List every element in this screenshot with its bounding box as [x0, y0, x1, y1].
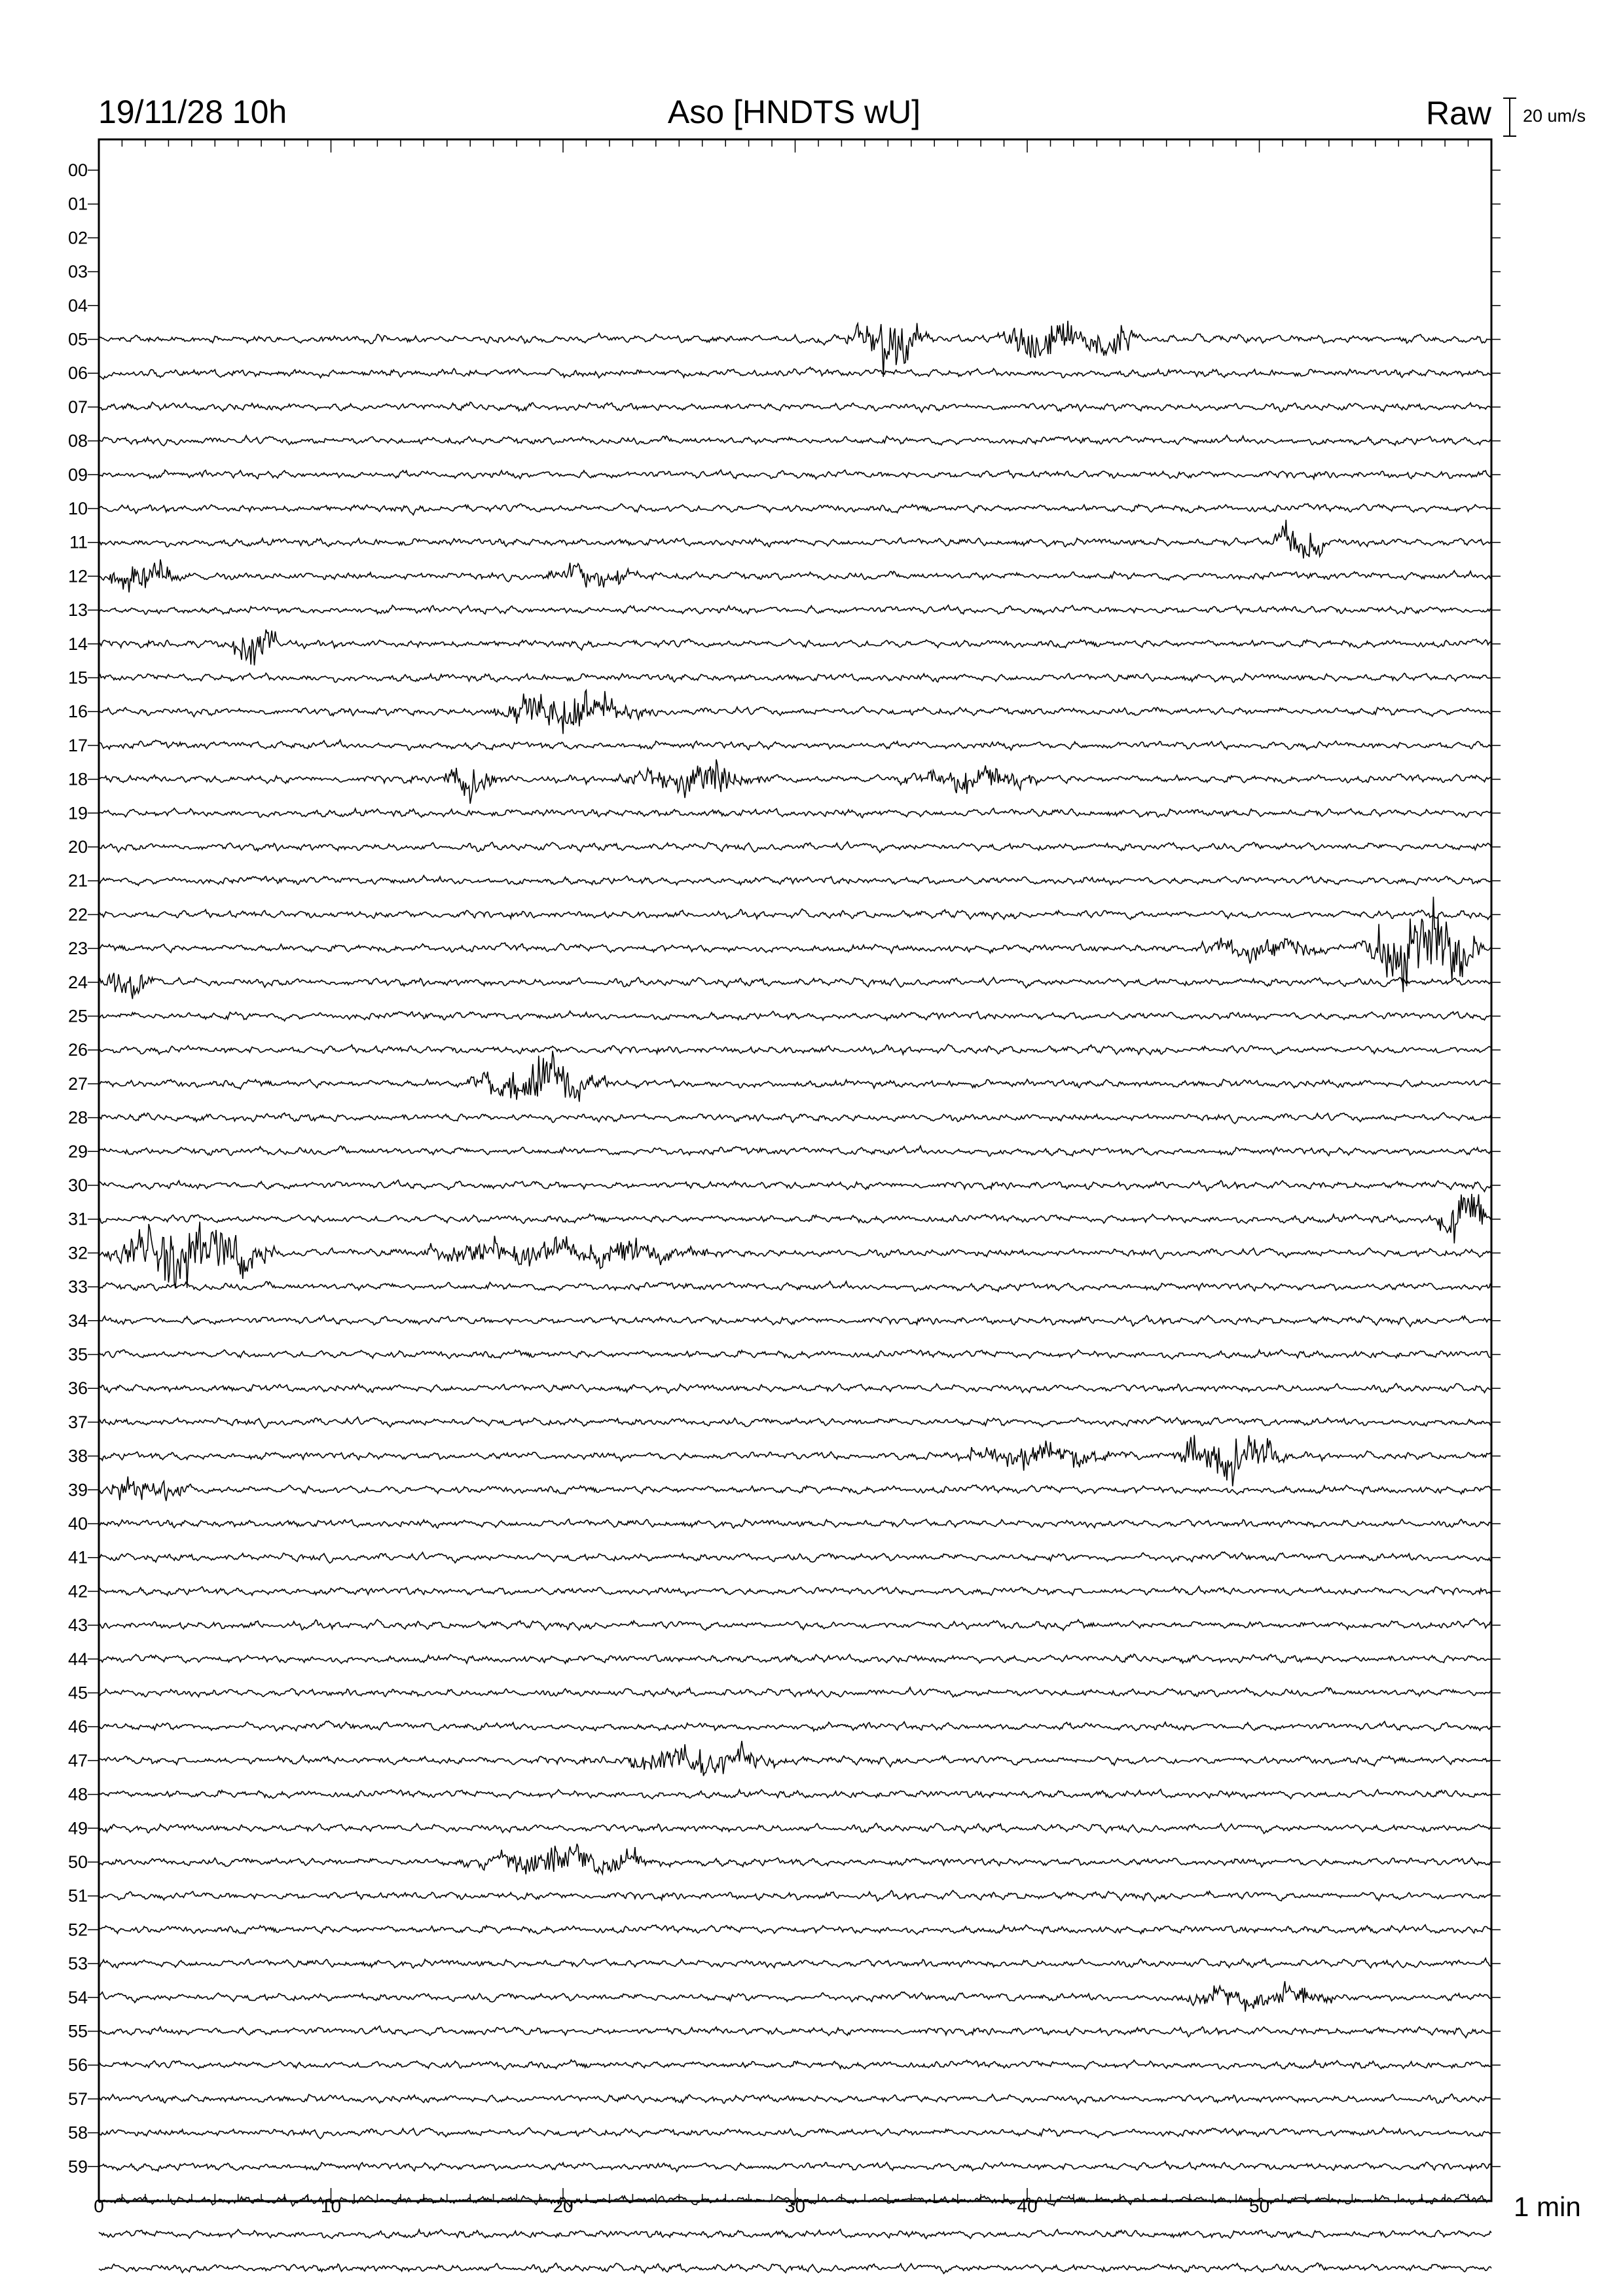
trace-row-48 — [99, 1789, 1491, 1799]
trace-row-43 — [99, 1619, 1491, 1630]
trace-row-49 — [99, 1823, 1491, 1834]
row-label: 26 — [67, 1040, 88, 1060]
row-label: 06 — [67, 363, 88, 384]
trace-row-25 — [99, 1011, 1491, 1021]
row-label: 11 — [69, 532, 88, 552]
trace-row-29 — [99, 1146, 1491, 1157]
row-label: 28 — [67, 1107, 88, 1128]
trace-row-56 — [99, 2060, 1491, 2070]
row-label: 50 — [67, 1852, 88, 1872]
trace-row-34 — [99, 1316, 1491, 1327]
trace-row-32 — [99, 1222, 1491, 1289]
trace-row-47 — [99, 1741, 1491, 1776]
trace-row-23 — [99, 897, 1491, 992]
row-label: 09 — [67, 465, 88, 485]
trace-row-19 — [99, 808, 1491, 818]
trace-row-58 — [99, 2128, 1491, 2139]
trace-row-44 — [99, 1654, 1491, 1663]
x-tick-label: 50 — [1249, 2196, 1270, 2216]
row-label: 57 — [67, 2089, 88, 2109]
trace-row-16 — [99, 691, 1491, 734]
trace-row-15 — [99, 673, 1491, 682]
row-label: 43 — [67, 1615, 88, 1636]
row-label: 54 — [67, 1987, 88, 2007]
row-label: 35 — [67, 1344, 88, 1365]
row-label: 24 — [67, 972, 88, 992]
trace-row-21 — [99, 876, 1491, 886]
row-label: 39 — [67, 1480, 88, 1500]
row-label: 12 — [67, 566, 88, 586]
row-labels — [68, 160, 1501, 2176]
row-label: 51 — [67, 1886, 88, 1906]
row-label: 49 — [67, 1818, 88, 1839]
row-label: 46 — [67, 1717, 88, 1737]
trace-row-52 — [99, 1925, 1491, 1935]
trace-row-40 — [99, 1519, 1491, 1528]
minor-ticks — [122, 139, 1468, 2201]
row-label: 31 — [67, 1209, 88, 1229]
trace-row-42 — [99, 1587, 1491, 1596]
x-tick-labels — [94, 2196, 1269, 2216]
row-label: 37 — [67, 1412, 88, 1432]
trace-row-26 — [99, 1045, 1491, 1055]
row-label: 41 — [67, 1547, 88, 1568]
trace-row-39 — [99, 1477, 1491, 1501]
trace-row-57 — [99, 2094, 1491, 2104]
plot-frame — [99, 139, 1491, 2201]
row-label: 32 — [67, 1243, 88, 1263]
trace-row-55 — [99, 2026, 1491, 2038]
trace-row-14 — [99, 630, 1491, 666]
row-label: 22 — [67, 905, 88, 925]
trace-row-20 — [99, 842, 1491, 852]
trace-row-36 — [99, 1384, 1491, 1393]
row-label: 36 — [67, 1378, 88, 1399]
row-label: 30 — [67, 1175, 88, 1195]
row-label: 04 — [67, 295, 88, 315]
row-label: 19 — [67, 803, 88, 823]
row-label: 16 — [67, 702, 88, 722]
trace-row-31 — [99, 1194, 1491, 1244]
trace-row-54 — [99, 1981, 1491, 2012]
trace-row-12 — [99, 560, 1491, 593]
row-label: 29 — [67, 1141, 88, 1162]
trace-row-38 — [99, 1435, 1491, 1486]
row-label: 34 — [67, 1310, 88, 1331]
trace-row-13 — [99, 605, 1491, 615]
trace-row-28 — [99, 1113, 1491, 1124]
row-label: 48 — [67, 1784, 88, 1804]
trace-row-6 — [99, 367, 1491, 379]
row-label: 45 — [67, 1683, 88, 1703]
x-tick-label: 20 — [553, 2196, 574, 2216]
row-label: 53 — [67, 1954, 88, 1974]
row-label: 38 — [67, 1446, 88, 1466]
row-label: 17 — [67, 735, 88, 755]
row-label: 44 — [67, 1649, 88, 1669]
trace-row-17 — [99, 740, 1491, 751]
mode-label: Raw — [1425, 95, 1491, 132]
row-label: 02 — [67, 228, 88, 248]
row-label: 55 — [67, 2021, 88, 2041]
row-label: 42 — [67, 1581, 88, 1602]
trace-row-51 — [99, 1890, 1491, 1901]
trace-row-46 — [99, 1721, 1491, 1731]
trace-row-18 — [99, 759, 1491, 804]
trace-row-11 — [99, 520, 1491, 558]
row-label: 59 — [67, 2157, 88, 2177]
trace-row-62 — [99, 2263, 1491, 2273]
row-label: 20 — [67, 837, 88, 857]
row-label: 40 — [67, 1514, 88, 1534]
trace-row-37 — [99, 1417, 1491, 1428]
row-label: 33 — [67, 1277, 88, 1297]
scale-label: 20 um/s — [1523, 106, 1586, 126]
row-label: 01 — [67, 194, 88, 214]
scale-bar — [1503, 98, 1516, 136]
trace-row-7 — [99, 402, 1491, 412]
row-label: 58 — [67, 2123, 88, 2143]
date-hour-label: 19/11/28 10h — [98, 94, 287, 130]
row-label: 21 — [67, 870, 88, 891]
trace-row-27 — [99, 1051, 1491, 1102]
trace-row-10 — [99, 504, 1491, 515]
trace-row-53 — [99, 1958, 1491, 1968]
trace-row-59 — [99, 2161, 1491, 2172]
trace-row-22 — [99, 909, 1491, 920]
row-label: 52 — [67, 1920, 88, 1940]
row-label: 27 — [67, 1073, 88, 1094]
trace-row-35 — [99, 1350, 1491, 1359]
trace-row-41 — [99, 1552, 1491, 1563]
row-label: 15 — [67, 668, 88, 688]
trace-row-30 — [99, 1180, 1491, 1192]
row-label: 25 — [67, 1006, 88, 1026]
x-tick-label: 30 — [784, 2196, 806, 2216]
x-unit-label: 1 min — [1514, 2191, 1581, 2222]
x-tick-label: 40 — [1017, 2196, 1038, 2216]
x-tick-label: 10 — [320, 2196, 342, 2216]
x-tick-label: 0 — [94, 2196, 104, 2216]
row-label: 47 — [67, 1750, 88, 1770]
trace-row-45 — [99, 1687, 1491, 1697]
trace-row-33 — [99, 1282, 1491, 1292]
row-label: 13 — [67, 600, 88, 620]
row-label: 10 — [67, 499, 88, 518]
row-label: 03 — [67, 262, 88, 282]
row-label: 05 — [67, 329, 88, 350]
trace-row-8 — [99, 435, 1491, 446]
row-label: 07 — [67, 397, 88, 417]
row-label: 08 — [67, 431, 88, 451]
trace-row-61 — [99, 2229, 1491, 2238]
trace-row-5 — [99, 321, 1491, 377]
row-label: 56 — [67, 2055, 88, 2075]
row-label: 14 — [67, 634, 88, 654]
row-label: 23 — [67, 939, 88, 959]
row-label: 00 — [67, 160, 88, 180]
traces — [99, 321, 1491, 2274]
trace-row-24 — [99, 973, 1491, 999]
trace-row-9 — [99, 470, 1491, 479]
trace-row-50 — [99, 1844, 1491, 1874]
row-label: 18 — [67, 769, 88, 789]
station-title: Aso [HNDTS wU] — [667, 94, 921, 130]
